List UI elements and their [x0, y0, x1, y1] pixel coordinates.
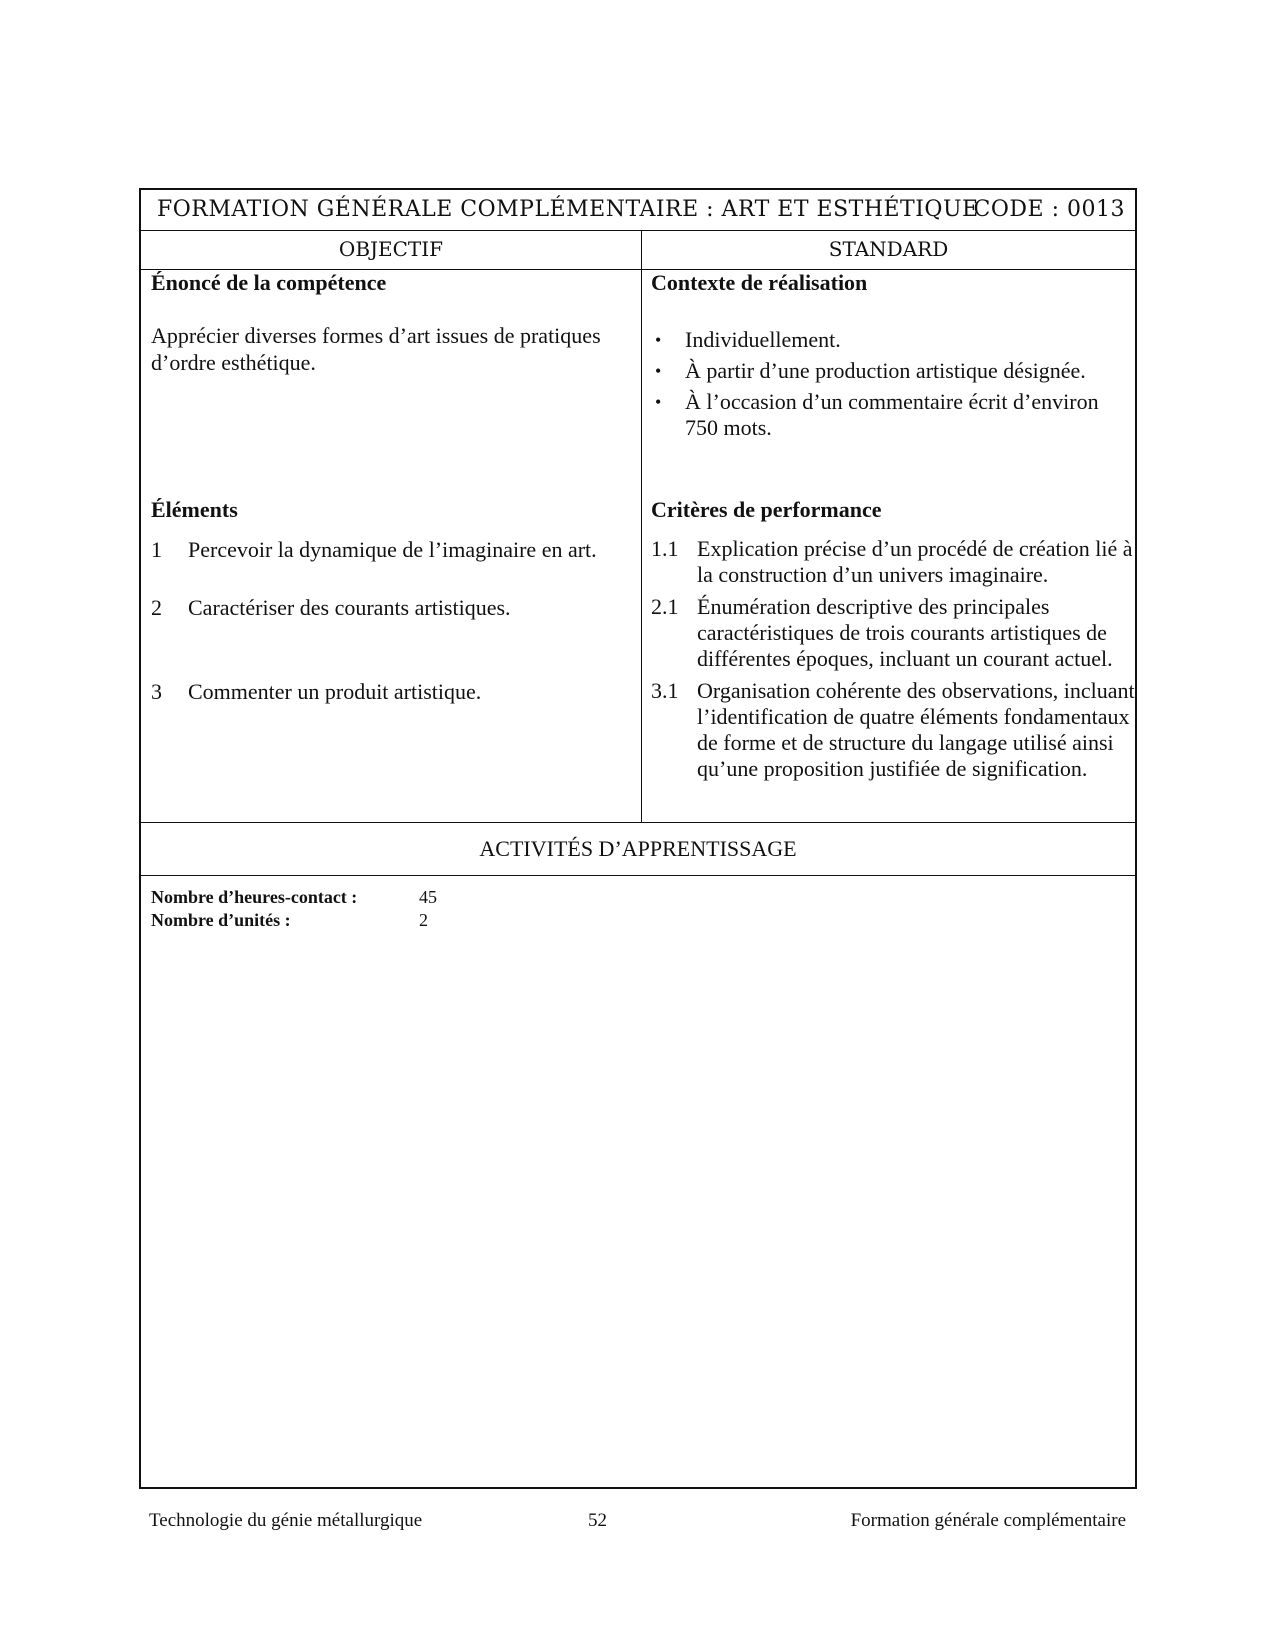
element-number: 1	[151, 537, 162, 562]
unites-value: 2	[419, 910, 428, 930]
elements-title: Éléments	[151, 497, 238, 522]
critere-label: Énumération descriptive des principales caractéristiques de trois courants artistiques de différentes époques, incluant un courant actuel.	[697, 594, 1113, 671]
element-number: 3	[151, 679, 162, 704]
standard-header: STANDARD	[828, 237, 949, 261]
hours-units-block	[151, 886, 437, 932]
contexte-text: Individuellement.	[685, 327, 841, 352]
objectif-header: OBJECTIF	[338, 237, 444, 261]
enonce-text: Apprécier diverses formes d’art issues de pratiques d’ordre esthétique.	[151, 323, 601, 375]
contexte-list	[651, 327, 1121, 446]
footer-right: Formation générale complémentaire	[850, 1510, 1126, 1531]
critere-number: 3.1	[651, 678, 679, 703]
course-code: CODE : 0013	[973, 197, 1125, 222]
page-number: 52	[588, 1510, 607, 1531]
element-label: Commenter un produit artistique.	[188, 679, 482, 704]
page-title: FORMATION GÉNÉRALE COMPLÉMENTAIRE : ART ET ESTHÉTIQUE	[157, 197, 979, 222]
footer-left: Technologie du génie métallurgique	[149, 1510, 423, 1531]
heures-row	[151, 886, 437, 909]
contexte-title: Contexte de réalisation	[651, 270, 868, 295]
bullet-icon: •	[655, 330, 662, 350]
critere-label: Explication précise d’un procédé de création lié à la construction d’un univers imaginaire.	[697, 536, 1133, 587]
contexte-text: À l’occasion d’un commentaire écrit d’environ 750 mots.	[685, 389, 1099, 440]
criteres-title: Critères de performance	[651, 497, 882, 522]
unites-label: Nombre d’unités :	[151, 910, 291, 930]
critere-number: 2.1	[651, 594, 679, 619]
standard-column	[651, 270, 1135, 781]
unites-row	[151, 909, 437, 932]
title-row	[141, 190, 1135, 231]
list-item	[651, 358, 1121, 384]
element-label: Percevoir la dynamique de l’imaginaire en art.	[188, 537, 597, 562]
list-item	[651, 389, 1121, 441]
bullet-icon: •	[655, 392, 662, 412]
critere-number: 1.1	[651, 536, 679, 561]
enonce-title: Énoncé de la compétence	[151, 270, 387, 295]
element-label: Caractériser des courants artistiques.	[188, 595, 511, 620]
column-divider	[641, 230, 642, 822]
element-number: 2	[151, 595, 162, 620]
objectif-column	[151, 270, 633, 704]
bullet-icon: •	[655, 361, 662, 381]
column-headers	[141, 230, 1135, 270]
heures-label: Nombre d’heures-contact :	[151, 887, 358, 907]
heures-value: 45	[419, 887, 437, 907]
list-item	[651, 327, 1121, 353]
contexte-text: À partir d’une production artistique désignée.	[685, 358, 1086, 383]
activites-title: ACTIVITÉS D’APPRENTISSAGE	[141, 822, 1135, 876]
critere-label: Organisation cohérente des observations, incluant l’identification de quatre éléments fondamentaux de forme et de structure du langage utilisé ainsi qu’une proposition justifiée de signification.	[697, 678, 1135, 781]
competency-table	[139, 188, 1137, 1489]
